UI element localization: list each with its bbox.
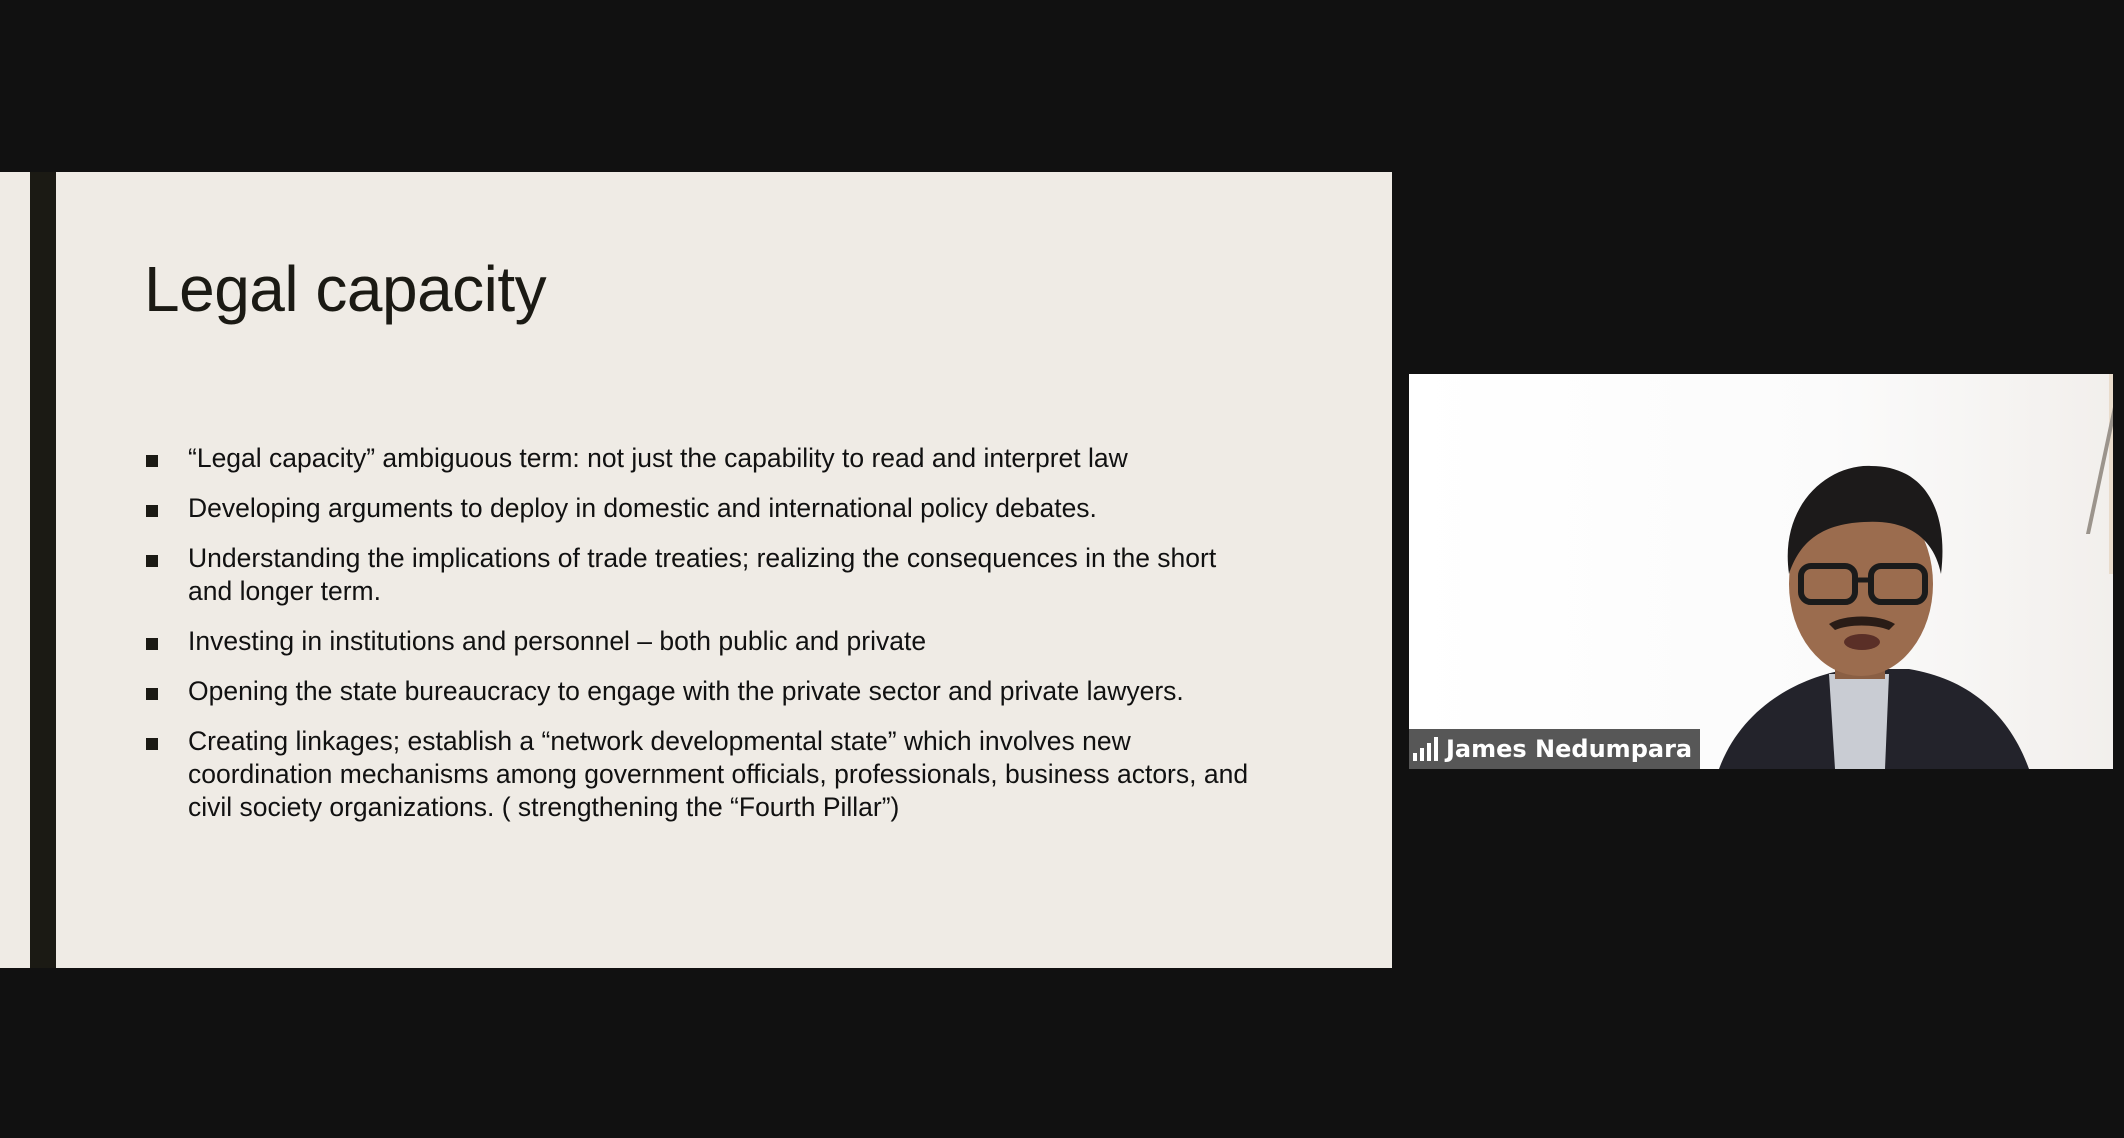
signal-strength-icon bbox=[1413, 737, 1438, 761]
slide-bullet-item bbox=[144, 542, 1264, 608]
participant-name: James Nedumpara bbox=[1446, 735, 1693, 763]
slide-bullet-list bbox=[144, 442, 1264, 841]
slide-bullet-item bbox=[144, 492, 1264, 525]
slide-bullet-item bbox=[144, 725, 1264, 824]
window-frame-edge bbox=[2109, 374, 2113, 574]
participant-mouth bbox=[1844, 634, 1880, 650]
slide-bullet-text: Creating linkages; establish a “network developmental state” which involves new coordination mechanisms among government officials, professionals, business actors, and civil society organizations. ( strengthening the “Fourth Pillar”) bbox=[188, 726, 1249, 822]
participant-video-tile[interactable] bbox=[1409, 374, 2113, 769]
square-bullet-icon bbox=[146, 455, 158, 467]
slide-bullet-text: Developing arguments to deploy in domestic and international policy debates. bbox=[188, 493, 1097, 523]
square-bullet-icon bbox=[146, 638, 158, 650]
participant-shirt bbox=[1829, 674, 1889, 769]
slide-bullet-text: Understanding the implications of trade treaties; realizing the consequences in the short and longer term. bbox=[188, 543, 1217, 606]
slide-accent-bar bbox=[30, 172, 56, 968]
square-bullet-icon bbox=[146, 505, 158, 517]
slide-bullet-item bbox=[144, 442, 1264, 475]
square-bullet-icon bbox=[146, 738, 158, 750]
slide-bullet-text: “Legal capacity” ambiguous term: not just the capability to read and interpret law bbox=[188, 443, 1128, 473]
slide-bullet-item bbox=[144, 675, 1264, 708]
square-bullet-icon bbox=[146, 688, 158, 700]
slide-bullet-item bbox=[144, 625, 1264, 658]
participant-name-tag bbox=[1409, 729, 1700, 769]
slide-title: Legal capacity bbox=[144, 253, 547, 325]
shared-slide bbox=[0, 172, 1392, 968]
square-bullet-icon bbox=[146, 555, 158, 567]
participant-video-feed bbox=[1649, 464, 2069, 769]
slide-bullet-text: Investing in institutions and personnel – both public and private bbox=[188, 626, 927, 656]
slide-bullet-text: Opening the state bureaucracy to engage with the private sector and private lawyers. bbox=[188, 676, 1184, 706]
